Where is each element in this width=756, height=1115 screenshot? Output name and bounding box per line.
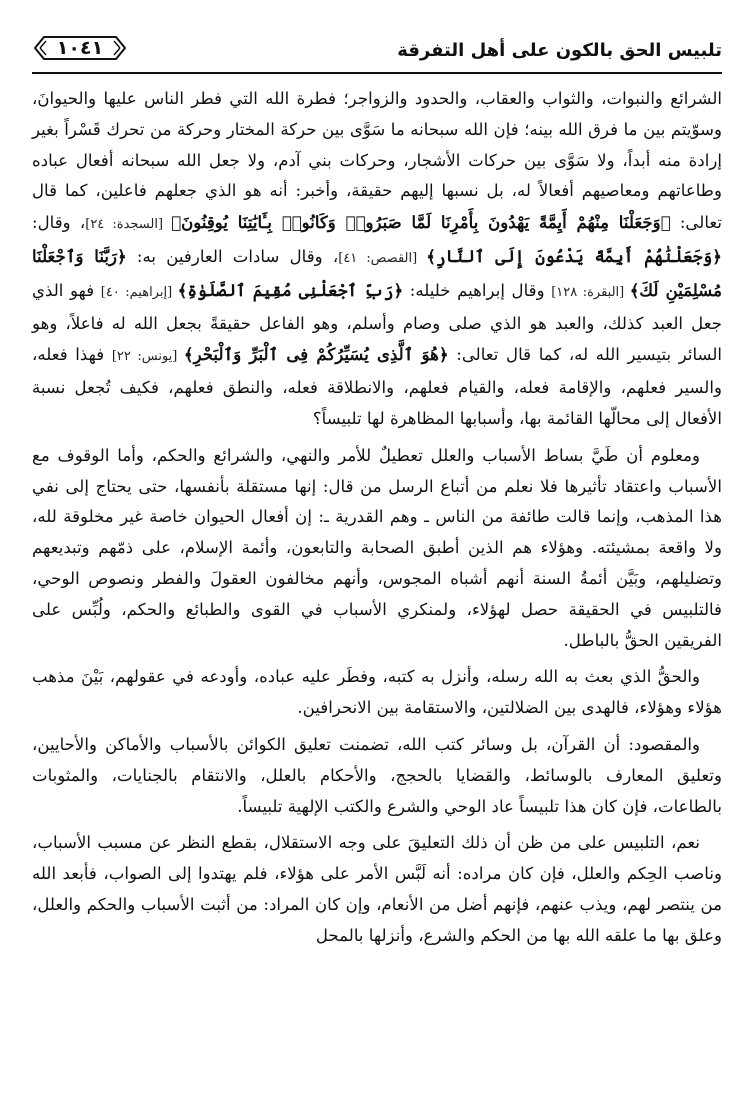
paragraph xyxy=(32,662,722,724)
paragraph-text: والحقُّ الذي بعث به الله رسله، وأنزل به كتبه، وفطَر عليه عباده، وأودعه في عقولهم، بَيْنَ مذهب هؤلاء وهؤلاء، فالهدى بين الضلالتين، والاستقامة بين الانحرافين. xyxy=(32,667,722,718)
quran-verse: ﴿وَجَعَلْنَا مِنْهُمْ أَيِمَّةً يَهْدُونَ بِأَمْرِنَا لَمَّا صَبَرُوا۟ وَكَانُوا۟ بِـَٔايَٰتِنَا يُوقِنُونَ﴾ xyxy=(171,212,671,233)
header-rule xyxy=(32,72,722,74)
verse-citation: [القصص: ٤١] xyxy=(338,250,427,266)
paragraph-text: فهذا فعله، والسير فعلهم، والإقامة فعله، والقيام فعلهم، والانطلاقة فعله، والنطق فعلهم، فكيف تُجعل نسبة الأفعال إلى محالّها القائمة بها، وأسبابها المظاهرة لها تلبيساً؟ xyxy=(32,345,722,428)
verse-citation: [إبراهيم: ٤٠] xyxy=(100,284,178,300)
paragraph-text: ومعلوم أن طَيَّ بساط الأسباب والعلل تعطيلٌ للأمر والنهي، والشرائع والحكم، وأما الوقوف مع الأسباب واعتقاد تأثيرها فلا نعلم من أتباع الرسل من قال: إنها مستقلة بأنفسها، حتى يحتاج إلى نفي هذا المذهب، وإنما قالت طائفة من الناس ـ وهم القدرية ـ: إن أفعال الحيوان خاصة غير مخلوقة لله، ولا واقعة بمشيئته. وهؤلاء هم الذين أطبق الصحابة والتابعون، وأئمة الإسلام، على ذمّهم وتبديعهم وتضليلهم، وبَيَّن أئمةُ السنة أنهم أشباه المجوس، وأنهم مخالفون العقولَ والفطر ونصوص الوحي، فالتلبيس في الحقيقة حصل لهؤلاء، ولمنكري الأسباب في القوى والطبائع والحكم، ولُبِّس على الفريقين الحقُّ بالباطل. xyxy=(32,445,722,650)
quran-verse: ﴿هُوَ ٱلَّذِى يُسَيِّرُكُمْ فِى ٱلْبَرِّ وَٱلْبَحْرِ﴾ xyxy=(183,344,449,365)
paragraph-text: فهو الذي جعل العبد كذلك، والعبد هو الذي صلى وصام وأسلم، وهو الفاعل حقيقةً بجعل الله له فاعلاً، وهو السائر بتيسير الله له، كما قال تعالى: xyxy=(32,280,723,365)
paragraph xyxy=(32,441,722,657)
paragraph-text: وقال إبراهيم خليله: xyxy=(403,280,552,300)
quran-verse: ﴿رَبِّ ٱجْعَلْنِى مُقِيمَ ٱلصَّلَوٰةِ﴾ xyxy=(177,279,404,300)
paragraph-text: الشرائع والنبوات، والثواب والعقاب، والحدود والزواجر؛ فطرة الله التي فطر الناس عليها والحيوانَ، وسوّيتم بين ما فرق الله بينه؛ فإن الله سبحانه ما سَوَّى بين حركة المختار وحركة من تحرك قَسْراً بغير إرادة منه أبداً، ولا سَوَّى بين حركات الأشجار، وحركات بني آدم، ولا جعل الله سبحانه أفعال عباده وطاعاتهم ومعاصيهم أفعالاً له، بل نسبها إليهم حقيقة، وأخبر: أنه هو الذي جعلهم فاعلين، كما قال تعالى: xyxy=(32,89,722,233)
paragraph xyxy=(32,84,722,435)
verse-citation: [البقرة: ١٢٨] xyxy=(551,284,630,300)
verse-citation: [يونس: ٢٢] xyxy=(111,349,184,365)
page-number-frame xyxy=(32,34,128,62)
running-title: تلبيس الحق بالكون على أهل التفرقة xyxy=(397,40,722,61)
paragraph-text: ، وقال سادات العارفين به: xyxy=(126,246,339,266)
body-text xyxy=(32,84,722,952)
paragraph-text: ، وقال: xyxy=(32,213,86,233)
quran-verse: ﴿رَبَّنَا وَٱجْعَلْنَا مُسْلِمَيْنِ لَكَ﴾ xyxy=(32,245,722,300)
paragraph xyxy=(32,730,722,822)
page-header xyxy=(32,30,722,70)
paragraph-text: نعم، التلبيس على من ظن أن ذلك التعليقَ على وجه الاستقلال، بقطع النظر عن مسبب الأسباب، وناصب الحِكم والعلل، فإن كان مراده: أنه لَبَّس الأمر على هؤلاء، فلم يهتدوا إلى الصواب، فأبعد الله من ينتصر لهم، ويذب عنهم، فإنهم أضل من الأنعام، وإن كان المراد: من أثبت الأسباب والحكم والعلل، وعلق بها ما علقه الله بها من الحكم والشرع، وأنزلها بالمحل xyxy=(32,833,722,945)
paragraph xyxy=(32,828,722,951)
verse-citation: [السجدة: ٢٤] xyxy=(85,217,172,233)
page-number: ١٠٤١ xyxy=(56,37,104,59)
quran-verse: ﴿وَجَعَلْنَٰهُمْ أَيِمَّةً يَدْعُونَ إِلَى ٱلنَّارِ﴾ xyxy=(426,245,722,266)
paragraph-text: والمقصود: أن القرآن، بل وسائر كتب الله، تضمنت تعليق الكوائن بالأسباب والأماكن والأحايين، وتعليق المعارف بالوسائط، والقضايا بالحجج، والأحكام بالعلل، والانتقام بالجنايات، والمثوبات بالطاعات، فإن كان هذا تلبيساً عاد الوحي والشرع والكتب الإلهية تلبيساً. xyxy=(32,734,722,816)
